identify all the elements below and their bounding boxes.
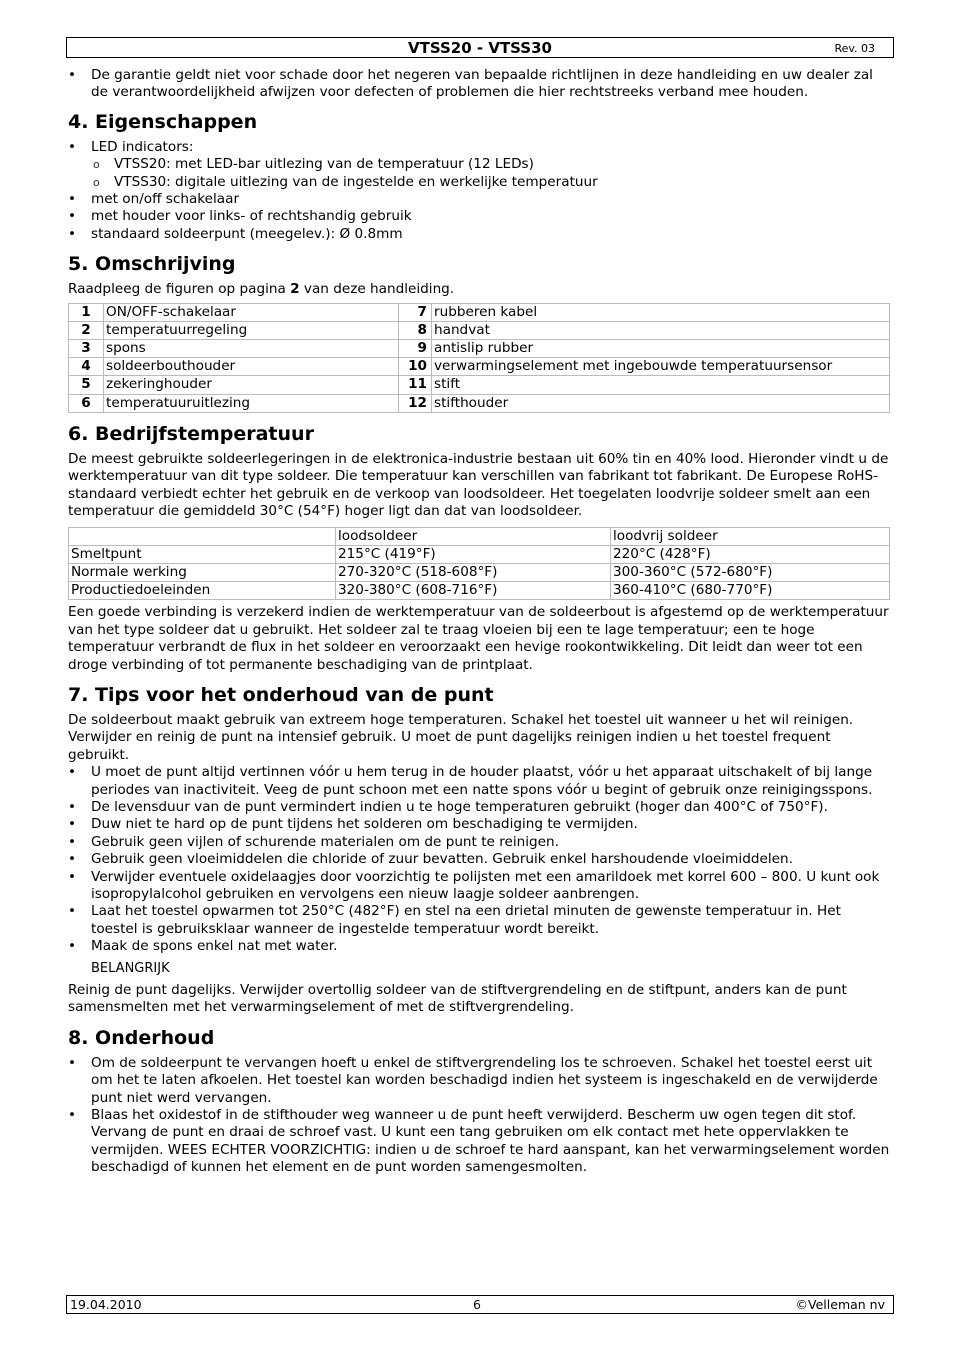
part-number: 2	[69, 321, 104, 339]
part-number: 6	[69, 394, 104, 412]
parts-table-row	[69, 303, 890, 321]
header-title: VTSS20 - VTSS30	[408, 39, 552, 57]
temperature-cell: 320-380°C (608-716°F)	[336, 582, 611, 600]
section-4-title: 4. Eigenschappen	[68, 110, 258, 133]
maintenance-item: • Om de soldeerpunt te vervangen hoeft u enkel de stiftvergrendeling los te schroeven. Schakel het toestel eerst uit om het te laten afkoelen. Het toestel kan worden beschadigd indien het systeem is ingeschakeld en de verwijderde punt niet werd vervangen.	[68, 1055, 890, 1107]
features-item: • met on/off schakelaar	[68, 191, 890, 208]
maintenance-item: • Blaas het oxidestof in de stifthouder weg wanneer u de punt heeft verwijderd. Bescherm uw ogen tegen dit stof. Vervang de punt en draai de schroef vast. U kunt een tang gebruiken om elk contact met hete oppervlakken te vermijden. WEES ECHTER VOORZICHTIG: indien u de schroef te hard aanspant, kan het verwarmingselement worden beschadigd of kunnen het element en de punt worden samengesmolten.	[68, 1107, 890, 1177]
part-number: 3	[69, 340, 104, 358]
features-led-sub-item: o VTSS30: digitale uitlezing van de ingestelde en werkelijke temperatuur	[91, 174, 890, 191]
temperature-table-row	[69, 563, 890, 581]
part-number: 1	[69, 303, 104, 321]
tips-item: • Duw niet te hard op de punt tijdens het solderen om beschadiging te vermijden.	[68, 816, 890, 833]
part-name: soldeerbouthouder	[104, 358, 399, 376]
parts-table-row	[69, 321, 890, 339]
footer-page-number: 6	[473, 1297, 481, 1312]
page-content	[68, 67, 890, 1177]
section-5-text-c: van deze handleiding.	[299, 281, 455, 298]
features-list	[68, 139, 890, 243]
temperature-cell: Normale werking	[69, 563, 336, 581]
temperature-table-row	[69, 545, 890, 563]
section-7-para-1: De soldeerbout maakt gebruik van extreem hoge temperaturen. Schakel het toestel uit wanneer u het wil reinigen.	[68, 711, 854, 728]
part-number: 4	[69, 358, 104, 376]
features-item: • met houder voor links- of rechtshandig gebruik	[68, 208, 890, 225]
part-name: spons	[104, 340, 399, 358]
temperature-header-cell: loodvrij soldeer	[611, 527, 890, 545]
section-8-title: 8. Onderhoud	[68, 1026, 215, 1049]
header-revision: Rev. 03	[834, 42, 875, 55]
temperature-header-cell: loodsoldeer	[336, 527, 611, 545]
tips-item: • U moet de punt altijd vertinnen vóór u hem terug in de houder plaatst, vóór u het apparaat uitschakelt of bij lange periodes van inactiviteit. Veeg de punt schoon met een natte spons vóór u begint of gebruik onze reinigingsspons.	[68, 764, 890, 799]
part-name: handvat	[432, 321, 890, 339]
parts-table-row	[69, 394, 890, 412]
parts-table-row	[69, 340, 890, 358]
features-led-sublist	[91, 156, 890, 191]
section-7-para-3: Reinig de punt dagelijks. Verwijder overtollig soldeer van de stiftvergrendeling en de stiftpunt, anders kan de punt samensmelten met het verwarmingselement of met de stiftvergrendeling.	[68, 982, 847, 1016]
tips-item: • Gebruik geen vloeimiddelen die chloride of zuur bevatten. Gebruik enkel harshoudende vloeimiddelen.	[68, 851, 890, 868]
part-name: rubberen kabel	[432, 303, 890, 321]
temperature-table-row	[69, 582, 890, 600]
temperature-cell: 360-410°C (680-770°F)	[611, 582, 890, 600]
section-5-text-a: Raadpleeg de figuren op pagina	[68, 281, 291, 298]
features-led-sub-item: o VTSS20: met LED-bar uitlezing van de temperatuur (12 LEDs)	[91, 156, 890, 173]
tips-item: • De levensduur van de punt vermindert indien u te hoge temperaturen gebruikt (hoger dan 400°C of 750°F).	[68, 799, 890, 816]
footer-date: 19.04.2010	[70, 1297, 142, 1312]
part-number: 11	[399, 376, 432, 394]
parts-table-row	[69, 358, 890, 376]
section-5-page-ref: 2	[290, 281, 300, 298]
intro-bullet: • De garantie geldt niet voor schade door het negeren van bepaalde richtlijnen in deze handleiding en uw dealer zal de verantwoordelijkheid afwijzen voor defecten of problemen die hier rechtstreeks verband mee houden.	[68, 67, 890, 102]
part-number: 10	[399, 358, 432, 376]
temperature-cell: 300-360°C (572-680°F)	[611, 563, 890, 581]
section-6-title: 6. Bedrijfstemperatuur	[68, 422, 314, 445]
intro-list	[68, 67, 890, 102]
tips-item: • Maak de spons enkel nat met water.	[68, 938, 890, 955]
part-name: temperatuurregeling	[104, 321, 399, 339]
section-7-title: 7. Tips voor het onderhoud van de punt	[68, 683, 494, 706]
temperature-cell: 215°C (419°F)	[336, 545, 611, 563]
part-name: temperatuuruitlezing	[104, 394, 399, 412]
part-name: stift	[432, 376, 890, 394]
temperature-cell: 270-320°C (518-608°F)	[336, 563, 611, 581]
tips-item: • Verwijder eventuele oxidelaagjes door voorzichtig te polijsten met een amarildoek met korrel 600 – 800. U kunt ook isopropylalcohol gebruiken en vervolgens een nieuw laagje soldeer aanbrengen.	[68, 869, 890, 904]
page-header	[66, 37, 894, 58]
section-6-para-1: De meest gebruikte soldeerlegeringen in de elektronica-industrie bestaan uit 60% tin en 40% lood. Hieronder vindt u de werktemperatuur van dit type soldeer. Die temperatuur kan verschillen van fabrikant tot fabrikant. De Europese RoHS-standaard verbiedt echter het gebruik en de verkoop van loodsoldeer. Het toegelaten loodvrije soldeer smelt aan een temperatuur die gemiddeld 30°C (54°F) hoger ligt dan dat van loodsoldeer.	[68, 450, 889, 520]
part-number: 9	[399, 340, 432, 358]
section-6-para-2: Een goede verbinding is verzekerd indien de werktemperatuur van de soldeerbout is afgestemd op de werktemperatuur van het type soldeer dat u gebruikt. Het soldeer zal te traag vloeien bij een te lage temperatuur; een te hoge temperatuur verbrandt de flux in het soldeer en veroorzaakt een hevige rookontwikkeling. Dit leidt dan weer tot een droge verbinding of tot permanente beschadiging van de printplaat.	[68, 604, 889, 673]
part-name: zekeringhouder	[104, 376, 399, 394]
part-name: verwarmingselement met ingebouwde temperatuursensor	[432, 358, 890, 376]
temperature-cell: Productiedoeleinden	[69, 582, 336, 600]
part-number: 5	[69, 376, 104, 394]
tips-list	[68, 764, 890, 955]
important-label: BELANGRIJK	[91, 960, 170, 976]
temperature-cell: Smeltpunt	[69, 545, 336, 563]
tips-item: • Gebruik geen vijlen of schurende materialen om de punt te reinigen.	[68, 834, 890, 851]
parts-table-row	[69, 376, 890, 394]
section-5-text	[68, 281, 890, 298]
section-5-title: 5. Omschrijving	[68, 253, 236, 276]
parts-table	[68, 303, 890, 413]
part-name: antislip rubber	[432, 340, 890, 358]
part-name: ON/OFF-schakelaar	[104, 303, 399, 321]
tips-item: • Laat het toestel opwarmen tot 250°C (482°F) en stel na een drietal minuten de gewenste temperatuur in. Het toestel is gebruiksklaar wanneer de ingestelde temperatuur wordt bereikt.	[68, 903, 890, 938]
temperature-table-header	[69, 527, 890, 545]
features-led	[68, 139, 890, 191]
part-number: 12	[399, 394, 432, 412]
maintenance-list	[68, 1055, 890, 1177]
footer-copyright: ©Velleman nv	[795, 1297, 885, 1312]
temperature-header-cell	[69, 527, 336, 545]
temperature-table	[68, 527, 890, 601]
temperature-cell: 220°C (428°F)	[611, 545, 890, 563]
features-led-label: LED indicators:	[91, 138, 194, 155]
section-7-para-2: Verwijder en reinig de punt na intensief gebruik. U moet de punt dagelijks reinigen indien u het toestel frequent gebruikt.	[68, 729, 831, 763]
features-item: • standaard soldeerpunt (meegelev.): Ø 0.8mm	[68, 226, 890, 243]
page-footer	[66, 1295, 894, 1314]
part-number: 7	[399, 303, 432, 321]
part-number: 8	[399, 321, 432, 339]
part-name: stifthouder	[432, 394, 890, 412]
